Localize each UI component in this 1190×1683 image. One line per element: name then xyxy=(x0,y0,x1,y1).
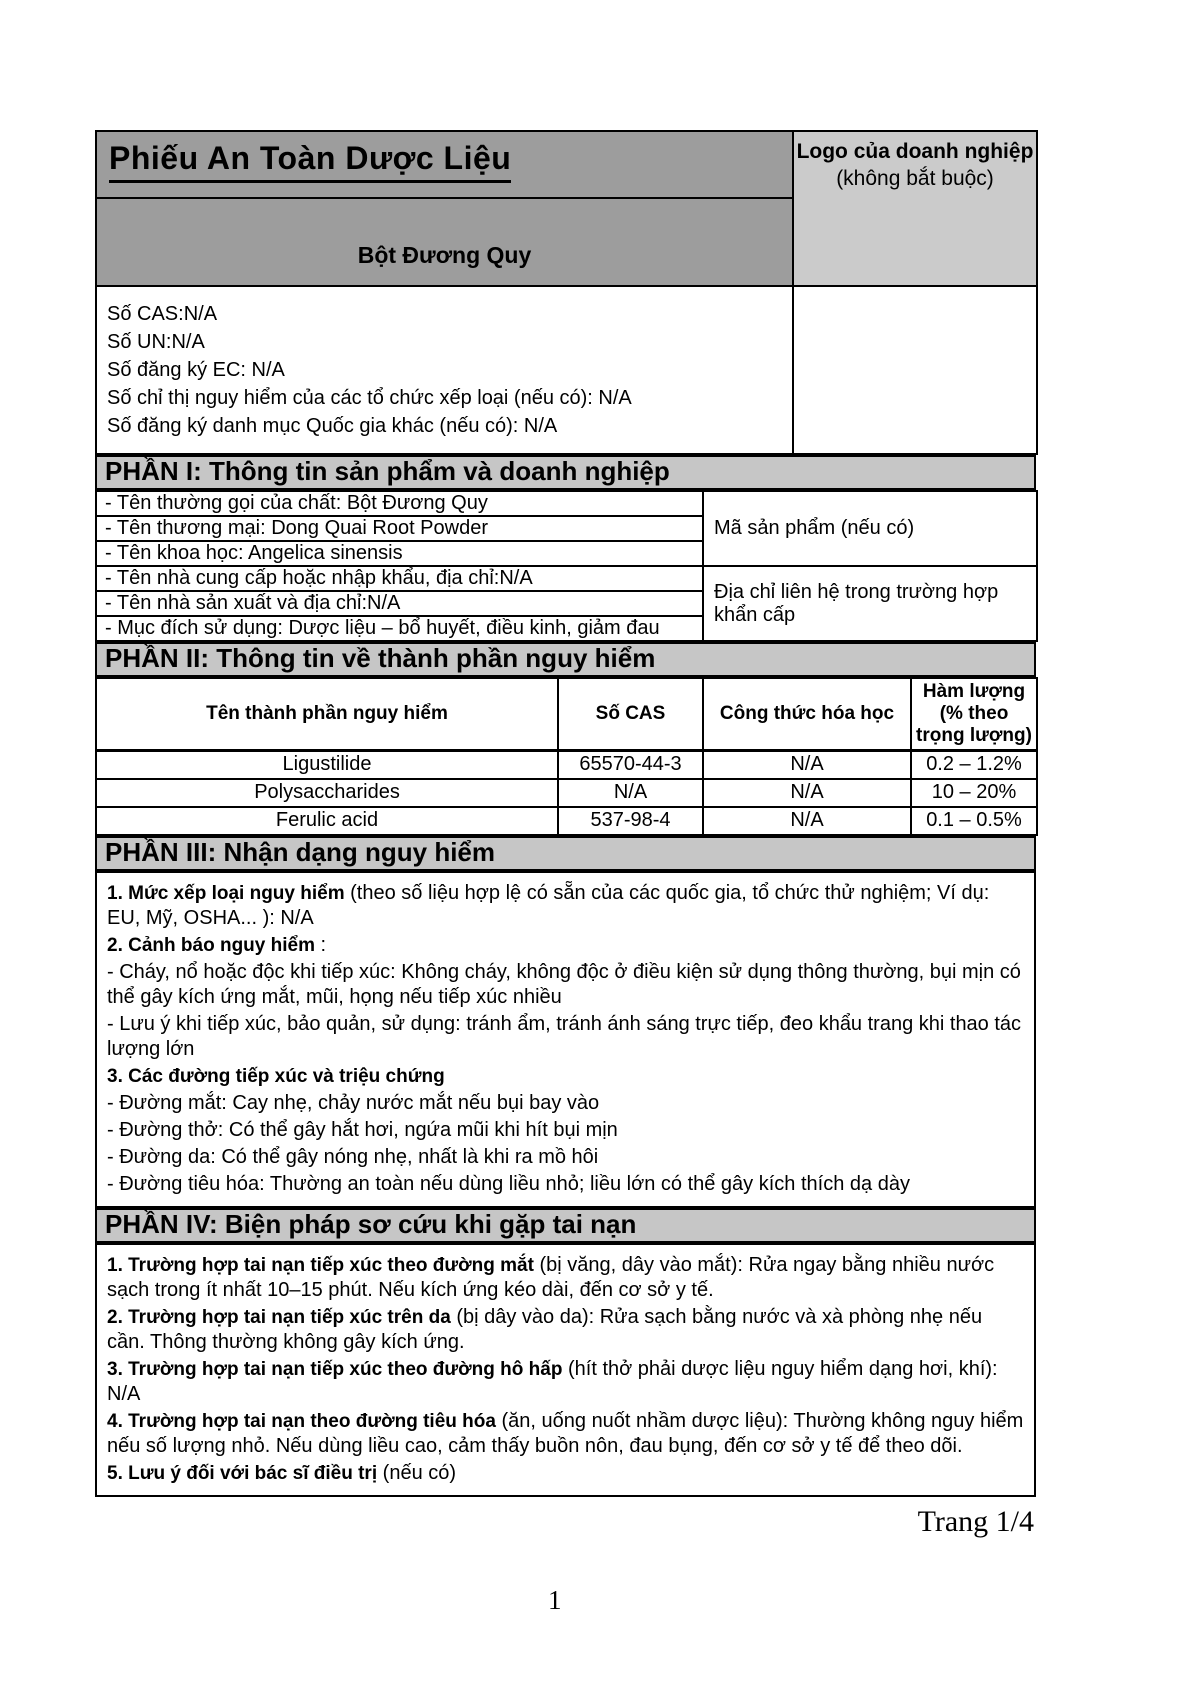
emergency-contact-label: Địa chỉ liên hệ trong trường hợp khẩn cấp xyxy=(703,566,1037,641)
field-supplier: - Tên nhà cung cấp hoặc nhập khẩu, địa chỉ:N/A xyxy=(96,566,703,591)
hazard-item: - Đường tiêu hóa: Thường an toàn nếu dùng liều nhỏ; liều lớn có thể gây kích thích dạ dày xyxy=(107,1172,910,1195)
formula-cell: N/A xyxy=(703,807,911,835)
field-common-name: - Tên thường gọi của chất: Bột Đương Quy xyxy=(96,491,703,516)
info-line-un: Số UN:N/A xyxy=(107,331,205,353)
cas-cell: 537-98-4 xyxy=(558,807,703,835)
info-line-hazard-id: Số chỉ thị nguy hiểm của các tổ chức xếp loại (nếu có): N/A xyxy=(107,387,632,409)
composition-table xyxy=(95,677,1038,836)
section2-header: PHẦN II: Thông tin về thành phần nguy hiểm xyxy=(95,642,1036,677)
table-row xyxy=(96,807,1037,835)
ingredient-name-cell: Ferulic acid xyxy=(96,807,558,835)
field-usage: - Mục đích sử dụng: Dược liệu – bổ huyết, điều kinh, giảm đau xyxy=(96,616,703,641)
hazard-item: 1. Mức xếp loại nguy hiểm (theo số liệu hợp lệ có sẵn của các quốc gia, tổ chức thử nghiệm; Ví dụ: EU, Mỹ, OSHA... ): N/A xyxy=(107,881,990,929)
field-trade-name: - Tên thương mại: Dong Quai Root Powder xyxy=(96,516,703,541)
firstaid-item: 2. Trường hợp tai nạn tiếp xúc trên da (bị dây vào da): Rửa sạch bằng nước và xà phòng nhẹ nếu cần. Thông thường không gây kích ứng. xyxy=(107,1305,983,1353)
formula-cell: N/A xyxy=(703,751,911,779)
section4-body xyxy=(95,1243,1036,1497)
ingredient-name-cell: Ligustilide xyxy=(96,751,558,779)
hazard-item: - Lưu ý khi tiếp xúc, bảo quản, sử dụng: tránh ẩm, tránh ánh sáng trực tiếp, đeo khẩu trang khi thao tác lượng lớn xyxy=(107,1012,1022,1060)
section1-header: PHẦN I: Thông tin sản phẩm và doanh nghiệp xyxy=(95,455,1036,490)
col-header-formula: Công thức hóa học xyxy=(703,678,911,751)
empty-cell xyxy=(793,286,1037,454)
page-footer-label: Trang 1/4 xyxy=(917,1504,1034,1538)
section3-body xyxy=(95,871,1036,1208)
document-content xyxy=(95,130,1036,1539)
firstaid-item: 4. Trường hợp tai nạn theo đường tiêu hóa (ăn, uống nuốt nhầm dược liệu): Thường không nguy hiểm nếu số lượng nhỏ. Nếu dùng liều cao, cảm thấy buồn nôn, đau bụng, đến cơ sở y tế để theo dõi. xyxy=(107,1409,1024,1457)
field-manufacturer: - Tên nhà sản xuất và địa chỉ:N/A xyxy=(96,591,703,616)
cas-cell: N/A xyxy=(558,779,703,807)
logo-label: Logo của doanh nghiệp xyxy=(796,140,1034,163)
col-header-content: Hàm lượng (% theo trọng lượng) xyxy=(911,678,1037,751)
firstaid-item: 1. Trường hợp tai nạn tiếp xúc theo đường mắt (bị văng, dây vào mắt): Rửa ngay bằng nhiều nước sạch trong ít nhất 10–15 phút. Nếu kích ứng kéo dài, đến cơ sở y tế. xyxy=(107,1253,995,1301)
ingredient-name-cell: Polysaccharides xyxy=(96,779,558,807)
title-cell xyxy=(96,131,793,198)
product-name: Bột Đương Quy xyxy=(96,198,793,286)
info-line-ec: Số đăng ký EC: N/A xyxy=(107,359,285,381)
firstaid-item: 3. Trường hợp tai nạn tiếp xúc theo đường hô hấp (hít thở phải dược liệu nguy hiểm dạng hơi, khí): N/A xyxy=(107,1357,998,1405)
hazard-item: - Đường thở: Có thể gây hắt hơi, ngứa mũi khi hít bụi mịn xyxy=(107,1118,618,1141)
col-header-ingredient: Tên thành phần nguy hiểm xyxy=(96,678,558,751)
page-number: 1 xyxy=(548,1585,562,1615)
doc-title: Phiếu An Toàn Dược Liệu xyxy=(109,140,511,183)
firstaid-item: 5. Lưu ý đối với bác sĩ điều trị (nếu có) xyxy=(107,1461,457,1484)
info-line-cas: Số CAS:N/A xyxy=(107,303,218,325)
content-cell: 0.2 – 1.2% xyxy=(911,751,1037,779)
hazard-item: - Cháy, nổ hoặc độc khi tiếp xúc: Không cháy, không độc ở điều kiện sử dụng thông thường, bụi mịn có thể gây kích ứng mắt, mũi, họng nếu tiếp xúc nhiều xyxy=(107,960,1021,1008)
section3-header: PHẦN III: Nhận dạng nguy hiểm xyxy=(95,836,1036,871)
section1-table xyxy=(95,490,1038,642)
hazard-item: - Đường da: Có thể gây nóng nhẹ, nhất là khi ra mồ hôi xyxy=(107,1145,599,1168)
hazard-item: - Đường mắt: Cay nhẹ, chảy nước mắt nếu bụi bay vào xyxy=(107,1091,600,1114)
product-code-label: Mã sản phẩm (nếu có) xyxy=(703,491,1037,566)
cas-cell: 65570-44-3 xyxy=(558,751,703,779)
field-scientific-name: - Tên khoa học: Angelica sinensis xyxy=(96,541,703,566)
logo-placeholder xyxy=(793,131,1037,286)
info-line-national: Số đăng ký danh mục Quốc gia khác (nếu có): N/A xyxy=(107,415,558,437)
hazard-item: 2. Cảnh báo nguy hiểm : xyxy=(107,933,327,956)
section4-header: PHẦN IV: Biện pháp sơ cứu khi gặp tai nạn xyxy=(95,1208,1036,1243)
table-row xyxy=(96,779,1037,807)
content-cell: 0.1 – 0.5% xyxy=(911,807,1037,835)
header-table xyxy=(95,130,1038,455)
hazard-item: 3. Các đường tiếp xúc và triệu chứng xyxy=(107,1065,445,1087)
content-cell: 10 – 20% xyxy=(911,779,1037,807)
registration-info-cell xyxy=(96,286,793,454)
table-row xyxy=(96,751,1037,779)
formula-cell: N/A xyxy=(703,779,911,807)
col-header-cas: Số CAS xyxy=(558,678,703,751)
logo-optional-note: (không bắt buộc) xyxy=(836,167,994,190)
